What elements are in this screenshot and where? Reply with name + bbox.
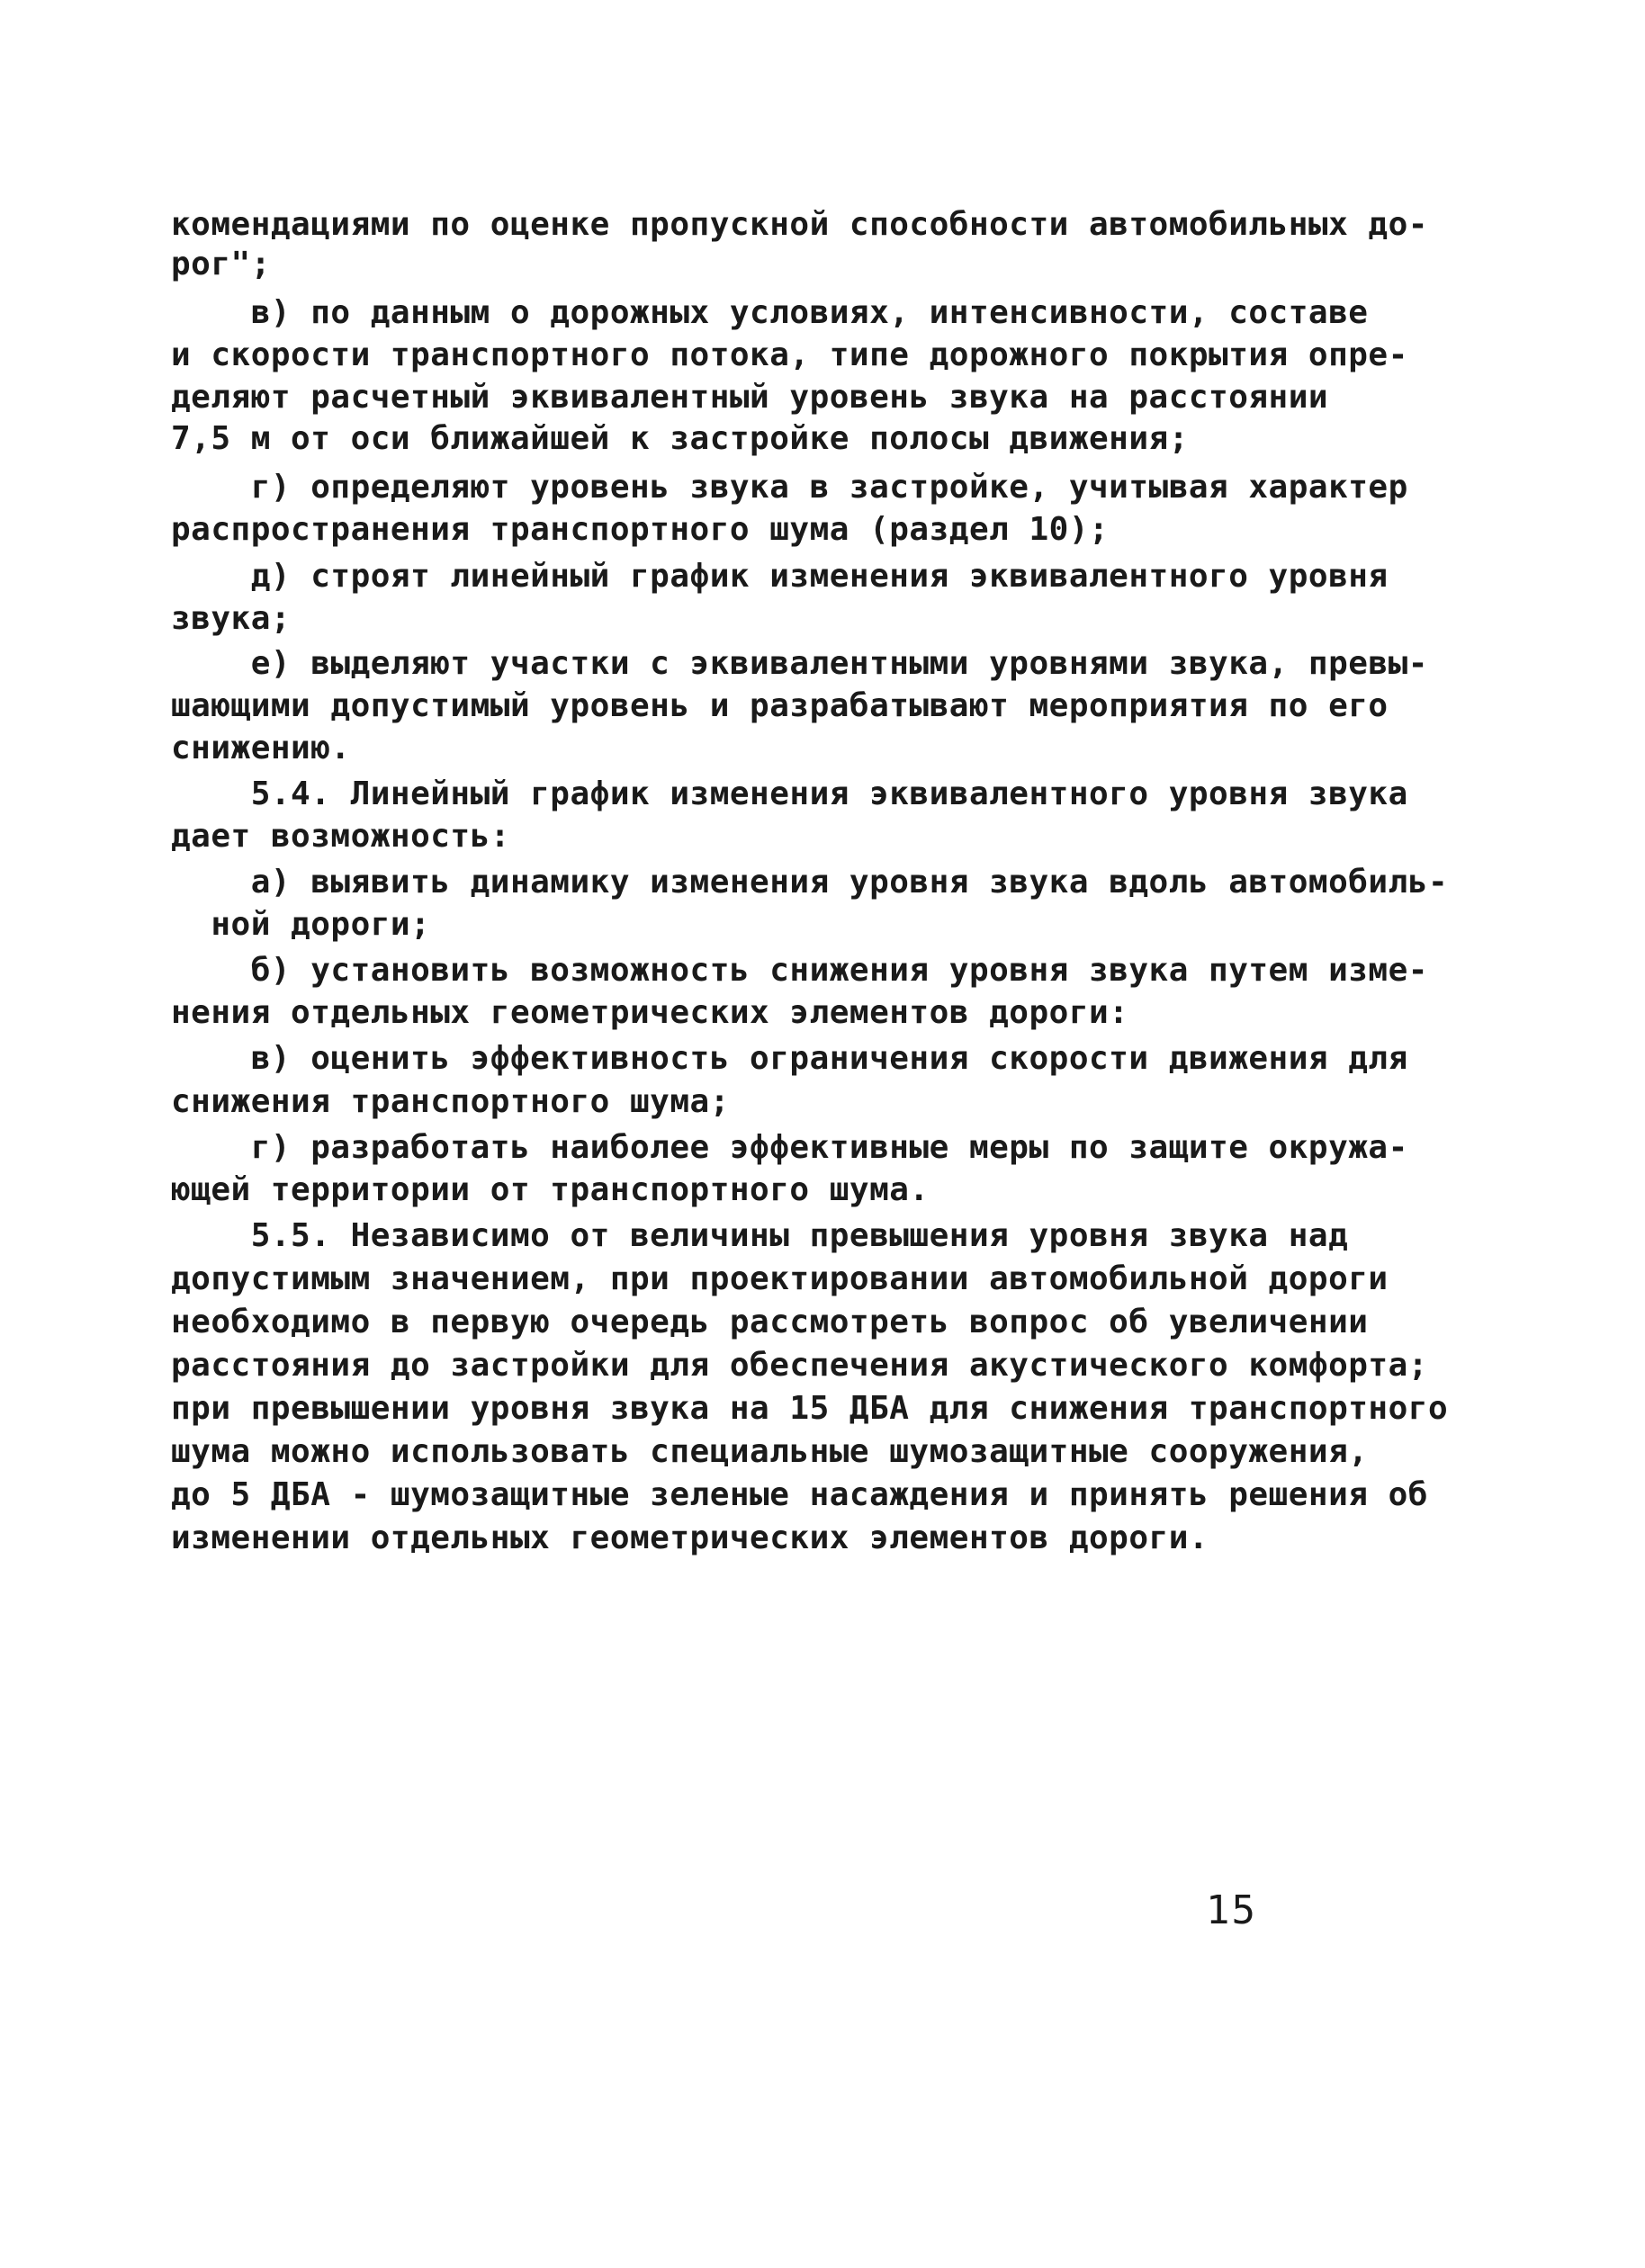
text-line: шума можно использовать специальные шумозащитные сооружения,	[171, 1433, 1369, 1470]
text-line: в) по данным о дорожных условиях, интенсивности, составе	[171, 294, 1369, 331]
text-line: 5.4. Линейный график изменения эквивалентного уровня звука	[171, 775, 1408, 812]
text-line: ющей территории от транспортного шума.	[171, 1171, 930, 1208]
text-line: 7,5 м от оси ближайшей к застройке полосы движения;	[171, 420, 1189, 457]
page-number: 15	[1206, 1887, 1257, 1933]
text-line: и скорости транспортного потока, типе дорожного покрытия опре-	[171, 336, 1408, 373]
text-line: до 5 ДБА - шумозащитные зеленые насаждения и принять решения об	[171, 1476, 1428, 1513]
text-line: шающими допустимый уровень и разрабатывают мероприятия по его	[171, 687, 1389, 724]
text-line: е) выделяют участки с эквивалентными уровнями звука, превы-	[171, 645, 1428, 682]
text-line: допустимым значением, при проектировании автомобильной дороги	[171, 1260, 1389, 1297]
text-line: г) разработать наиболее эффективные меры по защите окружа-	[171, 1129, 1408, 1166]
text-line: распространения транспортного шума (раздел 10);	[171, 511, 1110, 548]
text-line: деляют расчетный эквивалентный уровень звука на расстоянии	[171, 379, 1329, 416]
text-line: б) установить возможность снижения уровня звука путем изме-	[171, 952, 1428, 989]
text-line: необходимо в первую очередь рассмотреть вопрос об увеличении	[171, 1304, 1369, 1340]
text-line: при превышении уровня звука на 15 ДБА для снижения транспортного	[171, 1390, 1449, 1427]
text-line: нения отдельных геометрических элементов дороги:	[171, 994, 1129, 1031]
text-line: снижения транспортного шума;	[171, 1083, 730, 1120]
text-line: ной дороги;	[171, 906, 431, 943]
text-line: а) выявить динамику изменения уровня звука вдоль автомобиль-	[171, 864, 1449, 901]
text-line: изменении отдельных геометрических элементов дороги.	[171, 1519, 1209, 1556]
text-line: комендациями по оценке пропускной способности автомобильных до-	[171, 206, 1428, 243]
text-line: снижению.	[171, 730, 351, 766]
text-line: 5.5. Независимо от величины превышения уровня звука над	[171, 1217, 1349, 1254]
text-line: в) оценить эффективность ограничения скорости движения для	[171, 1040, 1408, 1077]
text-line: дает возможность:	[171, 818, 510, 855]
text-line: рог";	[171, 246, 271, 282]
text-line: д) строят линейный график изменения эквивалентного уровня	[171, 558, 1389, 595]
text-line: г) определяют уровень звука в застройке, учитывая характер	[171, 469, 1408, 506]
text-line: расстояния до застройки для обеспечения акустического комфорта;	[171, 1347, 1428, 1384]
text-line: звука;	[171, 600, 292, 637]
